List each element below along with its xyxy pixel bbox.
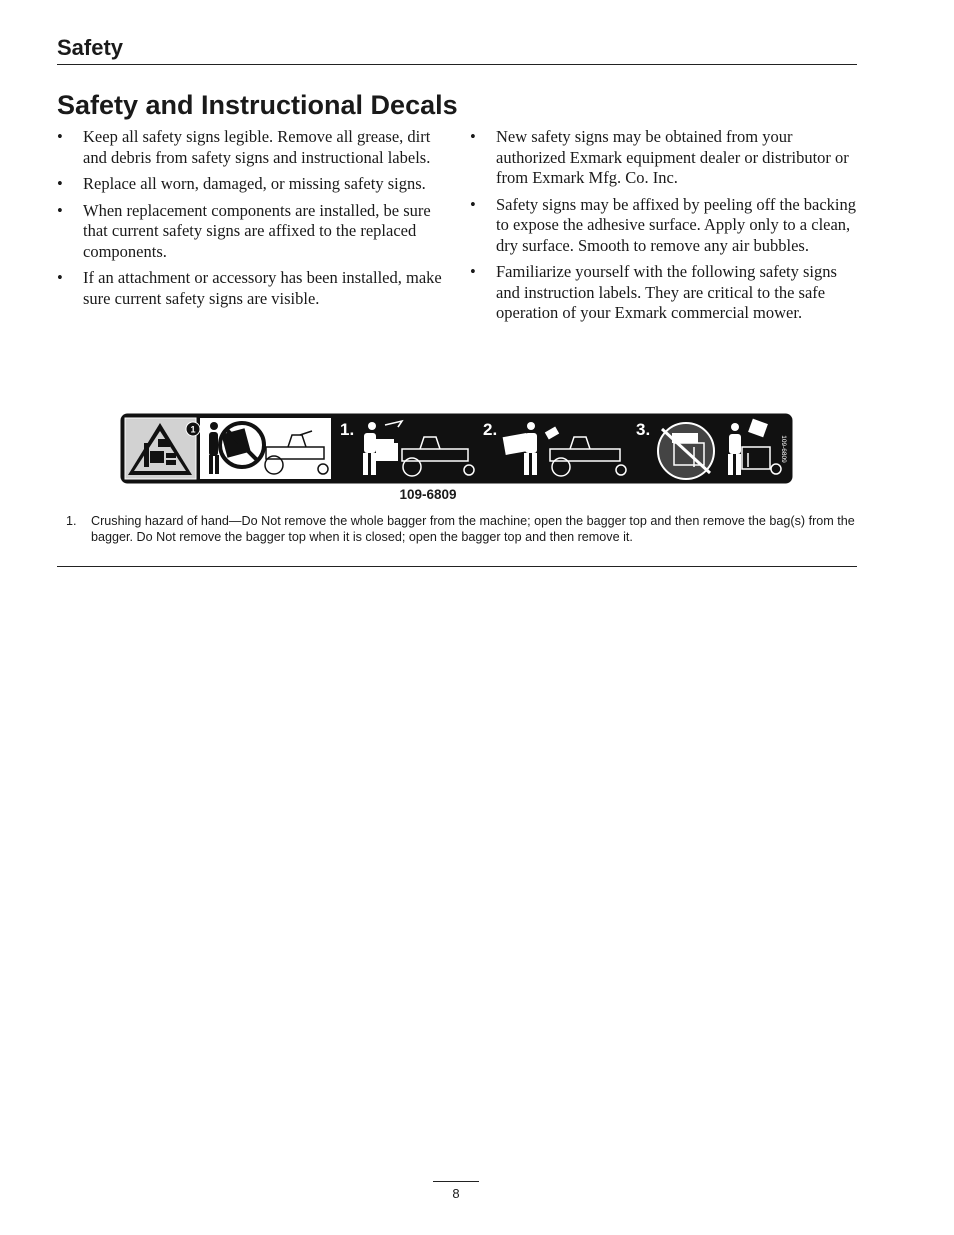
left-bullet-list <box>57 127 447 309</box>
decal-109-6809 <box>120 413 793 484</box>
section-header: Safety <box>57 35 124 60</box>
step-2-label: 2. <box>483 420 498 439</box>
left-column <box>57 127 447 315</box>
step-3-label: 3. <box>636 420 651 439</box>
section-end-rule <box>57 566 857 567</box>
decal-side-code: 109-6809 <box>780 435 787 463</box>
bullet-glyph: • <box>57 127 63 146</box>
decal-part-number: 109-6809 <box>399 487 457 502</box>
header-rule <box>57 64 857 65</box>
bullet-item: • If an attachment or accessory has been installed, make sure current safety signs are visible. <box>57 268 442 308</box>
bullet-glyph: • <box>470 127 476 146</box>
bullet-item: • When replacement components are installed, be sure that current safety signs are affixed to the replaced components. <box>57 200 431 261</box>
right-column <box>470 127 860 330</box>
bullet-glyph: • <box>470 262 476 281</box>
page-title: Safety and Instructional Decals <box>57 90 458 120</box>
bullet-glyph: • <box>470 194 476 214</box>
right-bullet-list <box>470 127 860 324</box>
bullet-item: • Safety signs may be affixed by peeling off the backing to expose the adhesive surface. Apply only to a clean, dry surface. Smooth to remove any air bubbles. <box>470 194 857 255</box>
page-number-rule <box>433 1181 479 1182</box>
page-number: 8 <box>452 1186 460 1201</box>
bullet-glyph: • <box>57 200 63 220</box>
bullet-glyph: • <box>57 268 63 287</box>
bullet-item: • Replace all worn, damaged, or missing safety signs. <box>57 174 426 193</box>
bullet-item: • Keep all safety signs legible. Remove all grease, dirt and debris from safety signs and instructional labels. <box>57 127 431 167</box>
callout-item <box>66 514 856 545</box>
step-3-prohibition-icon <box>658 423 714 479</box>
step-1-label: 1. <box>340 420 355 439</box>
callout-text: Crushing hazard of hand—Do Not remove the whole bagger from the machine; open the bagger top and then remove the bag(s) from the bagger. Do Not remove the bagger top when it is closed; open the bagger top and then remove it. <box>91 514 855 544</box>
callout-marker-label: 1 <box>190 424 196 435</box>
bullet-item: • New safety signs may be obtained from your authorized Exmark equipment dealer or distributor or from Exmark Mfg. Co. Inc. <box>470 127 849 187</box>
callout-number: 1. <box>66 514 77 528</box>
bullet-glyph: • <box>57 174 63 193</box>
bullet-item: • Familiarize yourself with the following safety signs and instruction labels. They are critical to the safe operation of your Exmark commercial mower. <box>470 262 837 322</box>
